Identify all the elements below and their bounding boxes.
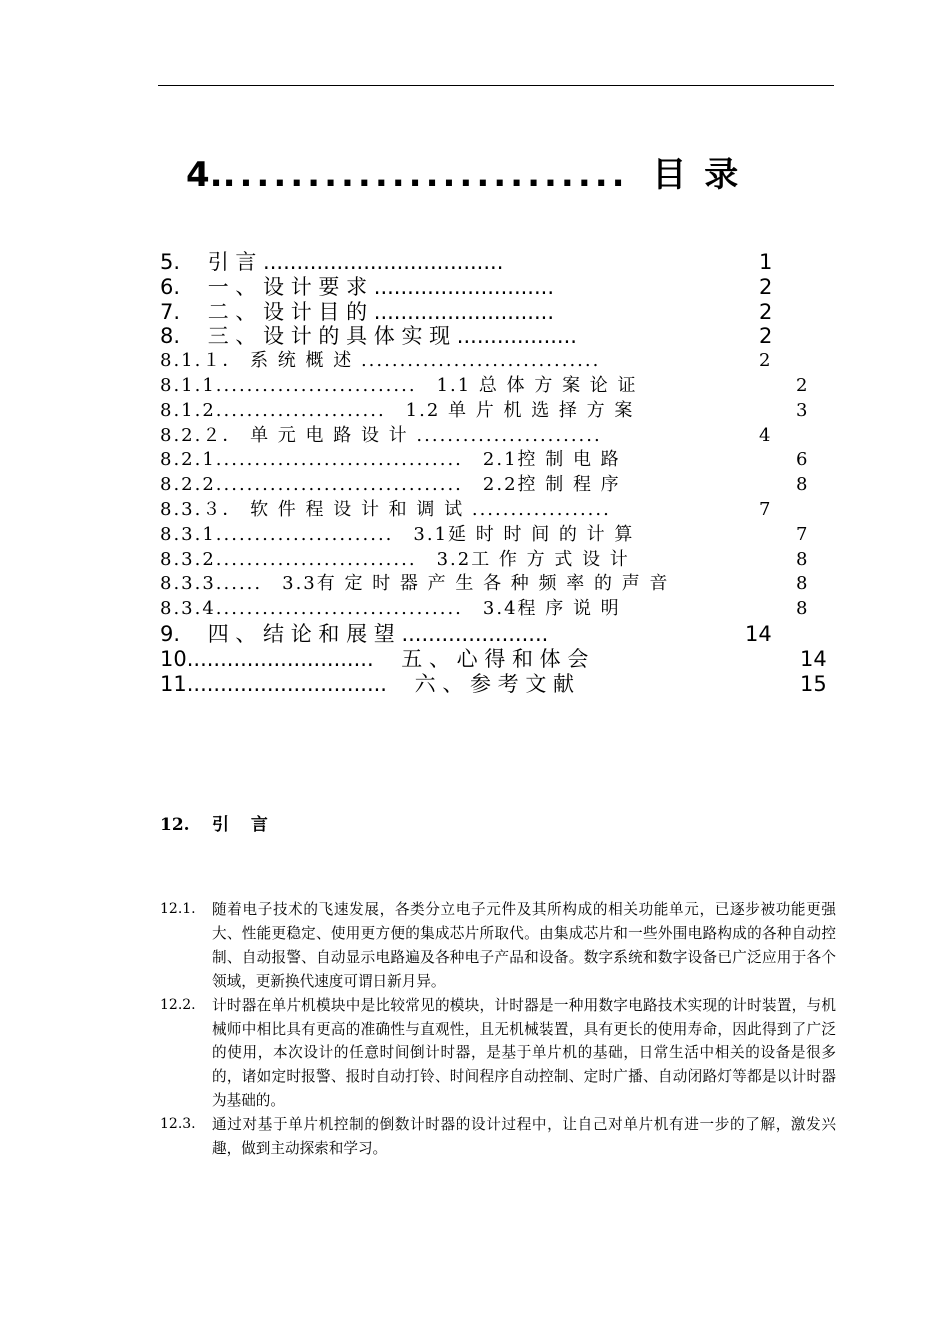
toc-entry-page: 14 bbox=[745, 621, 772, 646]
toc-entry[interactable] bbox=[160, 647, 830, 672]
paragraph-number: 12.2. bbox=[160, 996, 196, 1013]
toc-entry-label: 8.3.３． 软 件 程 设 计 和 调 试 .................. bbox=[160, 498, 611, 520]
paragraph-text: 通过对基于单片机控制的倒数计时器的设计过程中，让自己对单片机有进一步的了解，激发兴趣，做到主动探索和学习。 bbox=[212, 1116, 836, 1158]
toc-heading-number: 4. bbox=[186, 155, 223, 195]
toc-entry[interactable] bbox=[160, 448, 830, 473]
toc-entry[interactable] bbox=[160, 324, 830, 349]
toc-entry-page: 2 bbox=[759, 350, 773, 372]
toc-heading-title: 目录 bbox=[652, 155, 757, 195]
paragraph-number: 12.1. bbox=[160, 901, 196, 917]
toc-entry[interactable] bbox=[160, 424, 830, 449]
toc-entry-page: 8 bbox=[796, 573, 810, 595]
toc-entry[interactable] bbox=[160, 374, 830, 399]
toc-entry[interactable] bbox=[160, 250, 830, 275]
toc-entry-label: 9. 四 、 结 论 和 展 望 ...................... bbox=[160, 621, 549, 646]
toc-entry-label: 8.3.3...... 3.3有 定 时 器 产 生 各 种 频 率 的 声 音 bbox=[160, 573, 670, 595]
toc-entry-label: 7. 二 、 设 计 目 的 ........................... bbox=[160, 299, 554, 324]
paragraph-text: 计时器在单片机模块中是比较常见的模块，计时器是一种用数字电路技术实现的计时装置，与机械师中相比具有更高的准确性与直观性，且无机械装置，具有更长的使用寿命，因此得到了广泛的使用，本次设计的任意时间倒计时器，是基于单片机的基础，日常生活中相关的设备是很多的，诸如定时报警、报时自动打铃、时间程序自动控制、定时广播、自动闭路灯等都是以计时器为基础的。 bbox=[212, 996, 836, 1110]
toc-entry[interactable] bbox=[160, 349, 830, 374]
toc-entry[interactable] bbox=[160, 622, 830, 647]
toc-entry-label: 8.2.1................................ 2.1控 制 电 路 bbox=[160, 449, 621, 471]
toc-entry[interactable] bbox=[160, 275, 830, 300]
toc-entry-page: 2 bbox=[759, 299, 773, 324]
toc-entry-label: 8.1.1.......................... 1.1 总 体 方 案 论 证 bbox=[160, 374, 638, 396]
toc-entry[interactable] bbox=[160, 300, 830, 325]
toc-entry-label: 8.3.1....................... 3.1延 时 时 间 的 计 算 bbox=[160, 523, 635, 545]
toc-entry-page: 1 bbox=[759, 250, 773, 274]
toc-entry[interactable] bbox=[160, 597, 830, 622]
table-of-contents bbox=[160, 250, 830, 696]
toc-heading-dots: ........................ bbox=[222, 155, 629, 195]
toc-entry-page: 7 bbox=[796, 523, 810, 545]
toc-entry-page: 8 bbox=[796, 598, 810, 620]
toc-heading bbox=[186, 152, 806, 198]
toc-entry-page: 2 bbox=[759, 324, 773, 349]
toc-entry[interactable] bbox=[160, 572, 830, 597]
toc-entry-page: 6 bbox=[796, 449, 810, 471]
toc-entry[interactable] bbox=[160, 473, 830, 498]
toc-entry-page: 7 bbox=[759, 498, 773, 520]
section-number: 12. bbox=[160, 815, 190, 835]
toc-entry-page: 2 bbox=[759, 274, 773, 299]
paragraph-number: 12.3. bbox=[160, 1116, 196, 1133]
toc-entry-page: 3 bbox=[796, 399, 810, 421]
toc-entry-page: 14 bbox=[800, 646, 827, 671]
toc-entry[interactable] bbox=[160, 399, 830, 424]
toc-entry-page: 2 bbox=[796, 374, 810, 396]
toc-entry[interactable] bbox=[160, 523, 830, 548]
header-rule bbox=[158, 85, 834, 86]
numbered-paragraph bbox=[160, 994, 836, 1114]
toc-entry-page: 4 bbox=[759, 424, 773, 446]
toc-entry-label: 8.2.２． 单 元 电 路 设 计 ........................ bbox=[160, 424, 602, 446]
toc-entry[interactable] bbox=[160, 548, 830, 573]
toc-entry-label: 8.1.2...................... 1.2 单 片 机 选 择 方 案 bbox=[160, 399, 635, 421]
intro-paragraphs bbox=[160, 898, 836, 1161]
toc-entry-label: 8.3.4................................ 3.4程 序 说 明 bbox=[160, 598, 621, 620]
section-heading-intro bbox=[160, 812, 276, 838]
toc-entry-label: 6. 一 、 设 计 要 求 ........................... bbox=[160, 274, 554, 299]
toc-entry-label: 8.2.2................................ 2.2控 制 程 序 bbox=[160, 474, 621, 496]
toc-entry-label: 8.1.１． 系 统 概 述 ............................... bbox=[160, 350, 601, 372]
toc-entry-label: 8.3.2.......................... 3.2工 作 方 式 设 计 bbox=[160, 548, 630, 570]
toc-entry-page: 8 bbox=[796, 548, 810, 570]
toc-entry[interactable] bbox=[160, 672, 830, 697]
numbered-paragraph bbox=[160, 898, 836, 994]
toc-entry-label: 5. 引 言 .................................... bbox=[160, 250, 504, 274]
paragraph-text: 随着电子技术的飞速发展，各类分立电子元件及其所构成的相关功能单元，已逐步被功能更强大、性能更稳定、使用更方便的集成芯片所取代。由集成芯片和一些外围电路构成的各种自动控制、自动报警、自动显示电路遍及各种电子产品和设备。数字系统和数字设备已广泛应用于各个领域，更新换代速度可谓日新月异。 bbox=[212, 901, 836, 990]
toc-entry-label: 8. 三 、 设 计 的 具 体 实 现 .................. bbox=[160, 324, 577, 349]
toc-entry[interactable] bbox=[160, 498, 830, 523]
toc-entry-label: 10............................ 五 、 心 得 和 体 会 bbox=[160, 646, 589, 671]
toc-entry-page: 15 bbox=[800, 671, 827, 696]
numbered-paragraph bbox=[160, 1113, 836, 1161]
section-title: 引 言 bbox=[212, 815, 276, 835]
toc-entry-label: 11.............................. 六 、 参 考 文 献 bbox=[160, 671, 575, 696]
toc-entry-page: 8 bbox=[796, 474, 810, 496]
